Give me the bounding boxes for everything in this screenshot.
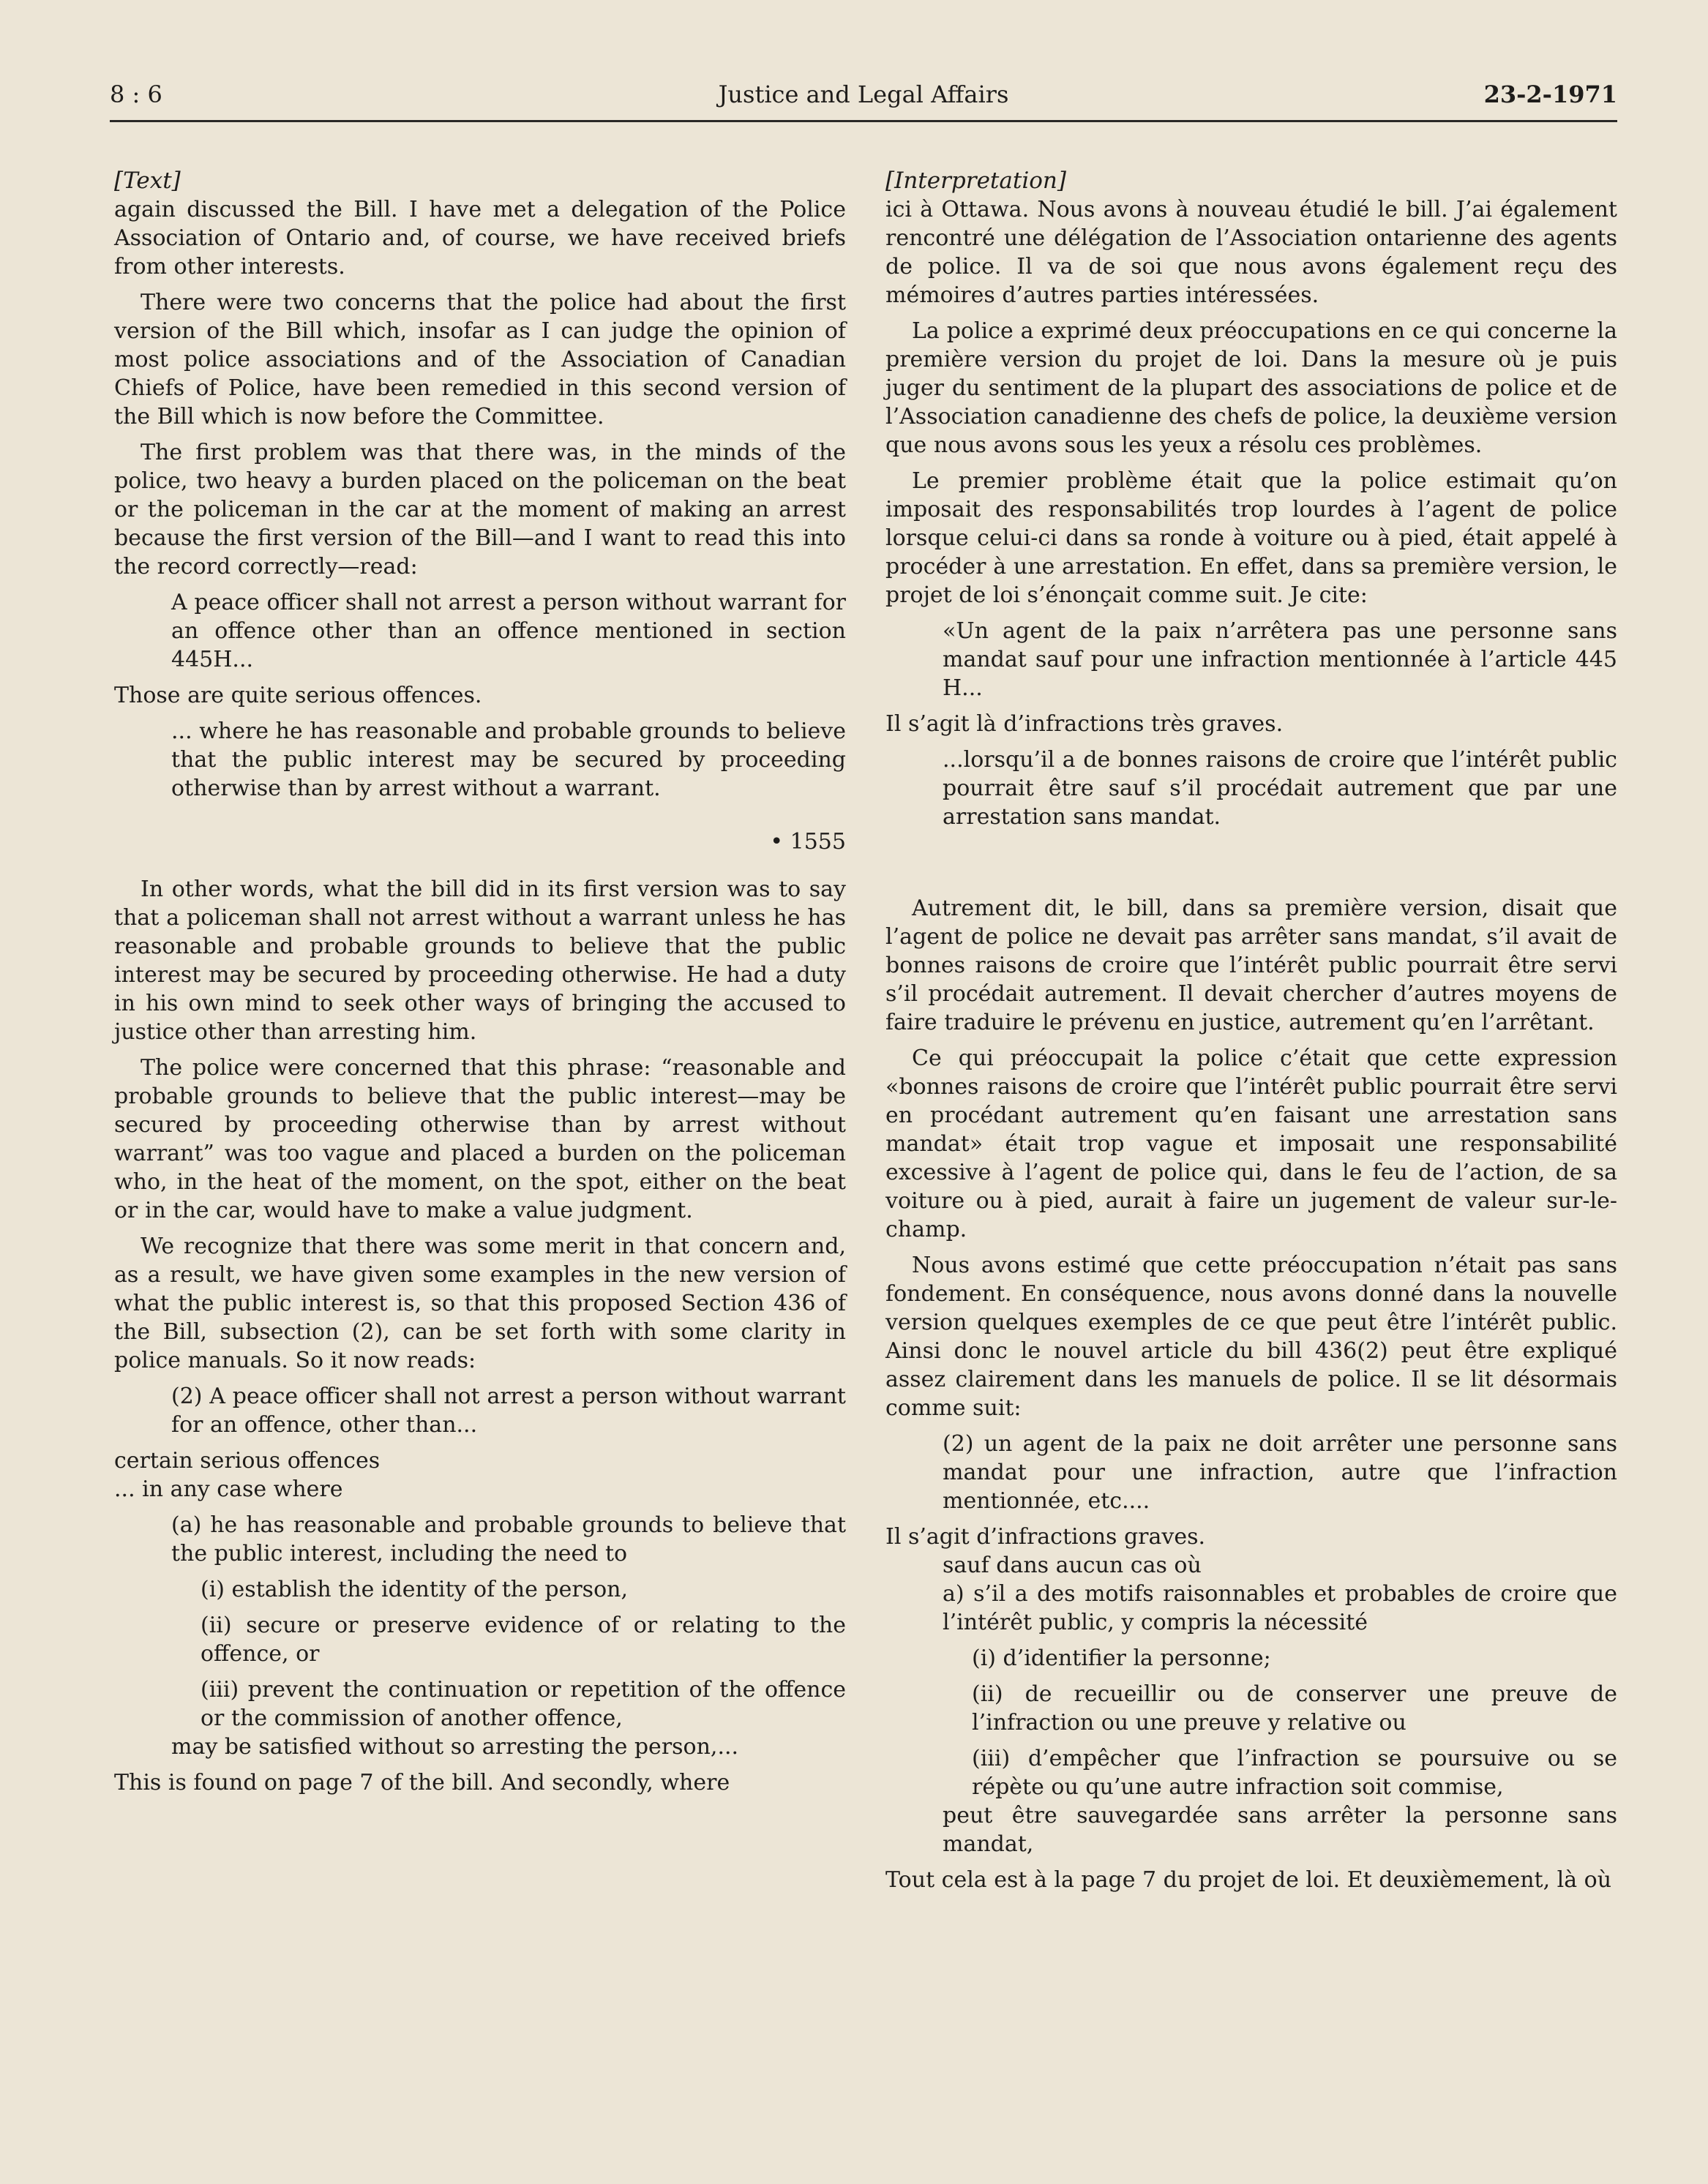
paragraph: La police a exprimé deux préoccupations en ce qui concerne la première version du projet de loi. Dans la mesure où je puis juger du sentiment de la plupart des associations de police et de l’Association canadienne des chefs de police, la deuxième version que nous avons sous les yeux a résolu ces problèmes. (885, 318, 1617, 458)
quoted-text: «Un agent de la paix n’arrêtera pas une personne sans mandat sauf pour une infraction mentionnée à l’article 445 H... (943, 618, 1617, 701)
english-column (114, 167, 846, 1804)
paragraph: again discussed the Bill. I have met a delegation of the Police Association of Ontario and, of course, we have received briefs from other interests. (114, 197, 846, 279)
paragraph: Ce qui préoccupait la police c’était que cette expression «bonnes raisons de croire que l’intérêt public pourrait être servi en procédant autrement qu’en faisant une arrestation sans mandat» était trop vague et imposait une responsabilité excessive à l’agent de police qui, dans le feu de l’action, de sa voiture ou à pied, aurait à faire un jugement de valeur sur-le-champ. (885, 1046, 1617, 1242)
text-marker: [Text] (114, 168, 181, 194)
paragraph: ici à Ottawa. Nous avons à nouveau étudié le bill. J’ai également rencontré une délégation de l’Association ontarienne des agents de police. Il va de soi que nous avons également reçu des mémoires d’autres parties intéressées. (885, 197, 1617, 308)
quoted-text: peut être sauvegardée sans arrêter la personne sans mandat, (943, 1803, 1617, 1857)
paragraph: Those are quite serious offences. (114, 683, 482, 708)
quoted-text: (ii) de recueillir ou de conserver une preuve de l’infraction ou une preuve y relative ou (972, 1681, 1617, 1735)
paragraph: There were two concerns that the police had about the first version of the Bill which, insofar as I can judge the opinion of most police associations and of the Association of Canadian Chiefs of Police, have been remedied in this second version of the Bill which is now before the Committee. (114, 290, 846, 429)
quoted-text: (iii) d’empêcher que l’infraction se poursuive ou se répète ou qu’une autre infraction soit commise, (972, 1746, 1617, 1800)
header-date: 23-2-1971 (1483, 80, 1617, 108)
paragraph: The first problem was that there was, in the minds of the police, two heavy a burden placed on the policeman on the beat or the policeman in the car at the moment of making an arrest because the first version of the Bill—and I want to read this into the record correctly—read: (114, 440, 846, 579)
french-column (885, 167, 1617, 1902)
quoted-text: ...lorsqu’il a de bonnes raisons de croire que l’intérêt public pourrait être sauf s’il procédait autrement que par une arrestation sans mandat. (943, 747, 1617, 830)
paragraph: Il s’agit d’infractions graves. (885, 1524, 1206, 1550)
time-marker: • 1555 (770, 829, 846, 855)
running-title: Justice and Legal Affairs (718, 80, 1009, 108)
quoted-text: ... in any case where (114, 1476, 343, 1502)
quoted-text: a) s’il a des motifs raisonnables et probables de croire que l’intérêt public, y compris la nécessité (943, 1581, 1617, 1635)
quoted-text: (i) d’identifier la personne; (972, 1645, 1271, 1671)
quoted-text: may be satisfied without so arresting the person,... (171, 1734, 739, 1760)
quoted-text: (i) establish the identity of the person, (201, 1577, 628, 1602)
paragraph: Tout cela est à la page 7 du projet de loi. Et deuxièmement, là où (885, 1867, 1612, 1893)
paragraph: certain serious offences (114, 1448, 381, 1474)
paragraph: The police were concerned that this phrase: “reasonable and probable grounds to believe that the public interest—may be secured by proceeding otherwise than by arrest without warrant” was too vague and placed a burden on the policeman who, in the heat of the moment, on the spot, either on the beat or in the car, would have to make a value judgment. (114, 1055, 846, 1223)
quoted-text: (ii) secure or preserve evidence of or relating to the offence, or (201, 1613, 846, 1667)
paragraph: Nous avons estimé que cette préoccupation n’était pas sans fondement. En conséquence, nous avons donné dans la nouvelle version quelques exemples de ce que peut être l’intérêt public. Ainsi donc le nouvel article du bill 436(2) peut être expliqué assez clairement dans les manuels de police. Il se lit désormais comme suit: (885, 1253, 1617, 1421)
quoted-text: sauf dans aucun cas où (943, 1553, 1202, 1578)
column-gap (885, 838, 1617, 894)
quoted-text: (2) un agent de la paix ne doit arrêter une personne sans mandat pour une infraction, autre que l’infraction mentionnée, etc.... (943, 1431, 1617, 1514)
paragraph: Autrement dit, le bill, dans sa première version, disait que l’agent de police ne devait pas arrêter sans mandat, s’il avait de bonnes raisons de croire que l’intérêt public pourrait être servi s’il procédait autrement. Il devait chercher d’autres moyens de faire traduire le prévenu en justice, autrement qu’en l’arrêtant. (885, 896, 1617, 1035)
paragraph: In other words, what the bill did in its first version was to say that a policeman shall not arrest without a warrant unless he has reasonable and probable grounds to believe that the public interest may be secured by proceeding otherwise. He had a duty in his own mind to seek other ways of bringing the accused to justice other than arresting him. (114, 877, 846, 1045)
quoted-text: ... where he has reasonable and probable grounds to believe that the public interest may be secured by proceeding otherwise than by arrest without a warrant. (171, 718, 846, 801)
quoted-text: (2) A peace officer shall not arrest a person without warrant for an offence, other than... (171, 1384, 846, 1438)
paragraph: Il s’agit là d’infractions très graves. (885, 711, 1284, 737)
quoted-text: (a) he has reasonable and probable grounds to believe that the public interest, including the need to (171, 1512, 846, 1566)
page-number: 8 : 6 (110, 80, 162, 108)
quoted-text: (iii) prevent the continuation or repetition of the offence or the commission of another offence, (201, 1677, 846, 1731)
paragraph: We recognize that there was some merit in that concern and, as a result, we have given some examples in the new version of what the public interest is, so that this proposed Section 436 of the Bill, subsection (2), can be set forth with some clarity in police manuals. So it now reads: (114, 1234, 846, 1373)
paragraph: This is found on page 7 of the bill. And secondly, where (114, 1770, 730, 1795)
page-header (110, 79, 1617, 122)
paragraph: Le premier problème était que la police estimait qu’on imposait des responsabilités trop lourdes à l’agent de police lorsque celui-ci dans sa ronde à voiture ou à pied, était appelé à procéder à une arrestation. En effet, dans sa première version, le projet de loi s’énonçait comme suit. Je cite: (885, 468, 1617, 608)
interpretation-marker: [Interpretation] (885, 168, 1066, 194)
quoted-text: A peace officer shall not arrest a person without warrant for an offence other than an offence mentioned in section 445H... (171, 590, 846, 672)
